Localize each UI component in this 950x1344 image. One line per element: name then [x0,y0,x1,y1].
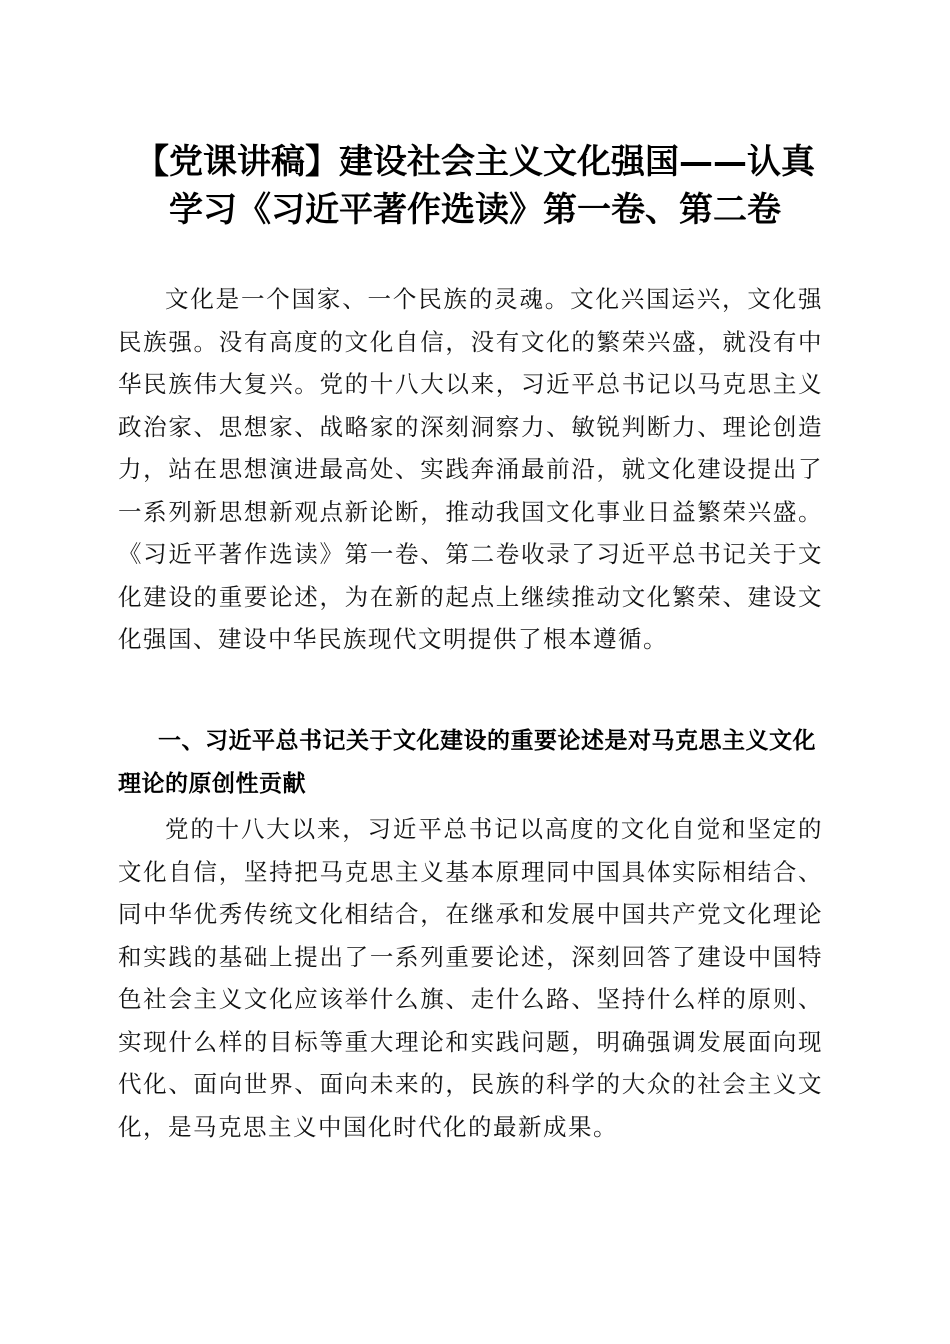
intro-paragraph: 文化是一个国家、一个民族的灵魂。文化兴国运兴，文化强民族强。没有高度的文化自信，没有文化的繁荣兴盛，就没有中华民族伟大复兴。党的十八大以来，习近平总书记以马克思主义政治家、思想家、战略家的深刻洞察力、敏锐判断力、理论创造力，站在思想演进最高处、实践奔涌最前沿，就文化建设提出了一系列新思想新观点新论断，推动我国文化事业日益繁荣兴盛。《习近平著作选读》第一卷、第二卷收录了习近平总书记关于文化建设的重要论述，为在新的起点上继续推动文化繁荣、建设文化强国、建设中华民族现代文明提供了根本遵循。 [118,285,823,653]
title-line-1: 【党课讲稿】建设社会主义文化强国——认真 [135,142,815,182]
title-line-2: 学习《习近平著作选读》第一卷、第二卷 [169,190,781,230]
section-1-heading: 一、习近平总书记关于文化建设的重要论述是对马克思主义文化理论的原创性贡献 [118,728,816,797]
document-title [100,138,850,234]
section-1-paragraph: 党的十八大以来，习近平总书记以高度的文化自觉和坚定的文化自信，坚持把马克思主义基本原理同中国具体实际相结合、同中华优秀传统文化相结合，在继承和发展中国共产党文化理论和实践的基础上提出了一系列重要论述，深刻回答了建设中国特色社会主义文化应该举什么旗、走什么路、坚持什么样的原则、实现什么样的目标等重大理论和实践问题，明确强调发展面向现代化、面向世界、面向未来的，民族的科学的大众的社会主义文化，是马克思主义中国化时代化的最新成果。 [118,815,823,1141]
